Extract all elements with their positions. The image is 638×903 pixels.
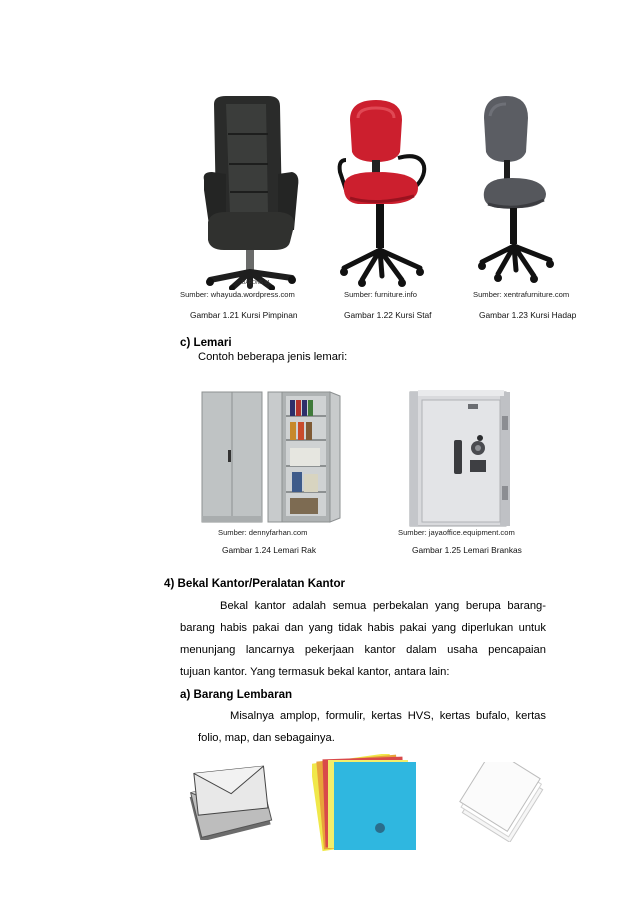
lemari-intro: Contoh beberapa jenis lemari: [198,351,348,363]
chair-source-1: Sumber: whayuda.wordpress.com [180,290,295,299]
para-line-4: tujuan kantor. Yang termasuk bekal kantor, antara lain: [180,666,450,678]
staff-chair-image [336,100,436,290]
chair-caption-3: Gambar 1.23 Kursi Hadap [479,310,577,320]
chair-caption-2: Gambar 1.22 Kursi Staf [344,310,432,320]
section-4-heading: 4) Bekal Kantor/Peralatan Kantor [164,577,346,590]
paper-sheets-image [452,762,550,842]
rack-cabinet-image [200,388,342,528]
para-line-2: barang habis pakai dan yang tidak habis pakai yang diperlukan untuk [180,622,546,634]
para-line-3: menunjang lancarnya pekerjaan kantor dalam usaha pencapaian [180,644,546,656]
brand-mark: BARONS 01 [242,280,271,286]
lemari-heading: c) Lemari [180,336,232,349]
executive-chair-image [196,94,306,290]
chair-source-3: Sumber: xentrafurniture.com [473,290,570,299]
safe-cabinet-image [406,386,514,530]
folders-image [312,754,424,854]
lemari-source-2: Sumber: jayaoffice.equipment.com [398,528,515,537]
para-line-1: Bekal kantor adalah semua perbekalan yang berupa barang- [220,600,546,612]
lemari-source-1: Sumber: dennyfarhan.com [218,528,308,537]
sub-line-1: Misalnya amplop, formulir, kertas HVS, kertas bufalo, kertas [230,710,546,722]
lemari-caption-2: Gambar 1.25 Lemari Brankas [412,545,522,555]
sub-line-2: folio, map, dan sebagainya. [198,732,335,744]
envelopes-image [182,762,274,840]
visitor-chair-image [476,96,566,286]
lemari-caption-1: Gambar 1.24 Lemari Rak [222,545,317,555]
sub-heading-barang-lembaran: a) Barang Lembaran [180,688,293,701]
chair-source-2: Sumber: furniture.info [344,290,418,299]
chair-caption-1: Gambar 1.21 Kursi Pimpinan [190,310,298,320]
